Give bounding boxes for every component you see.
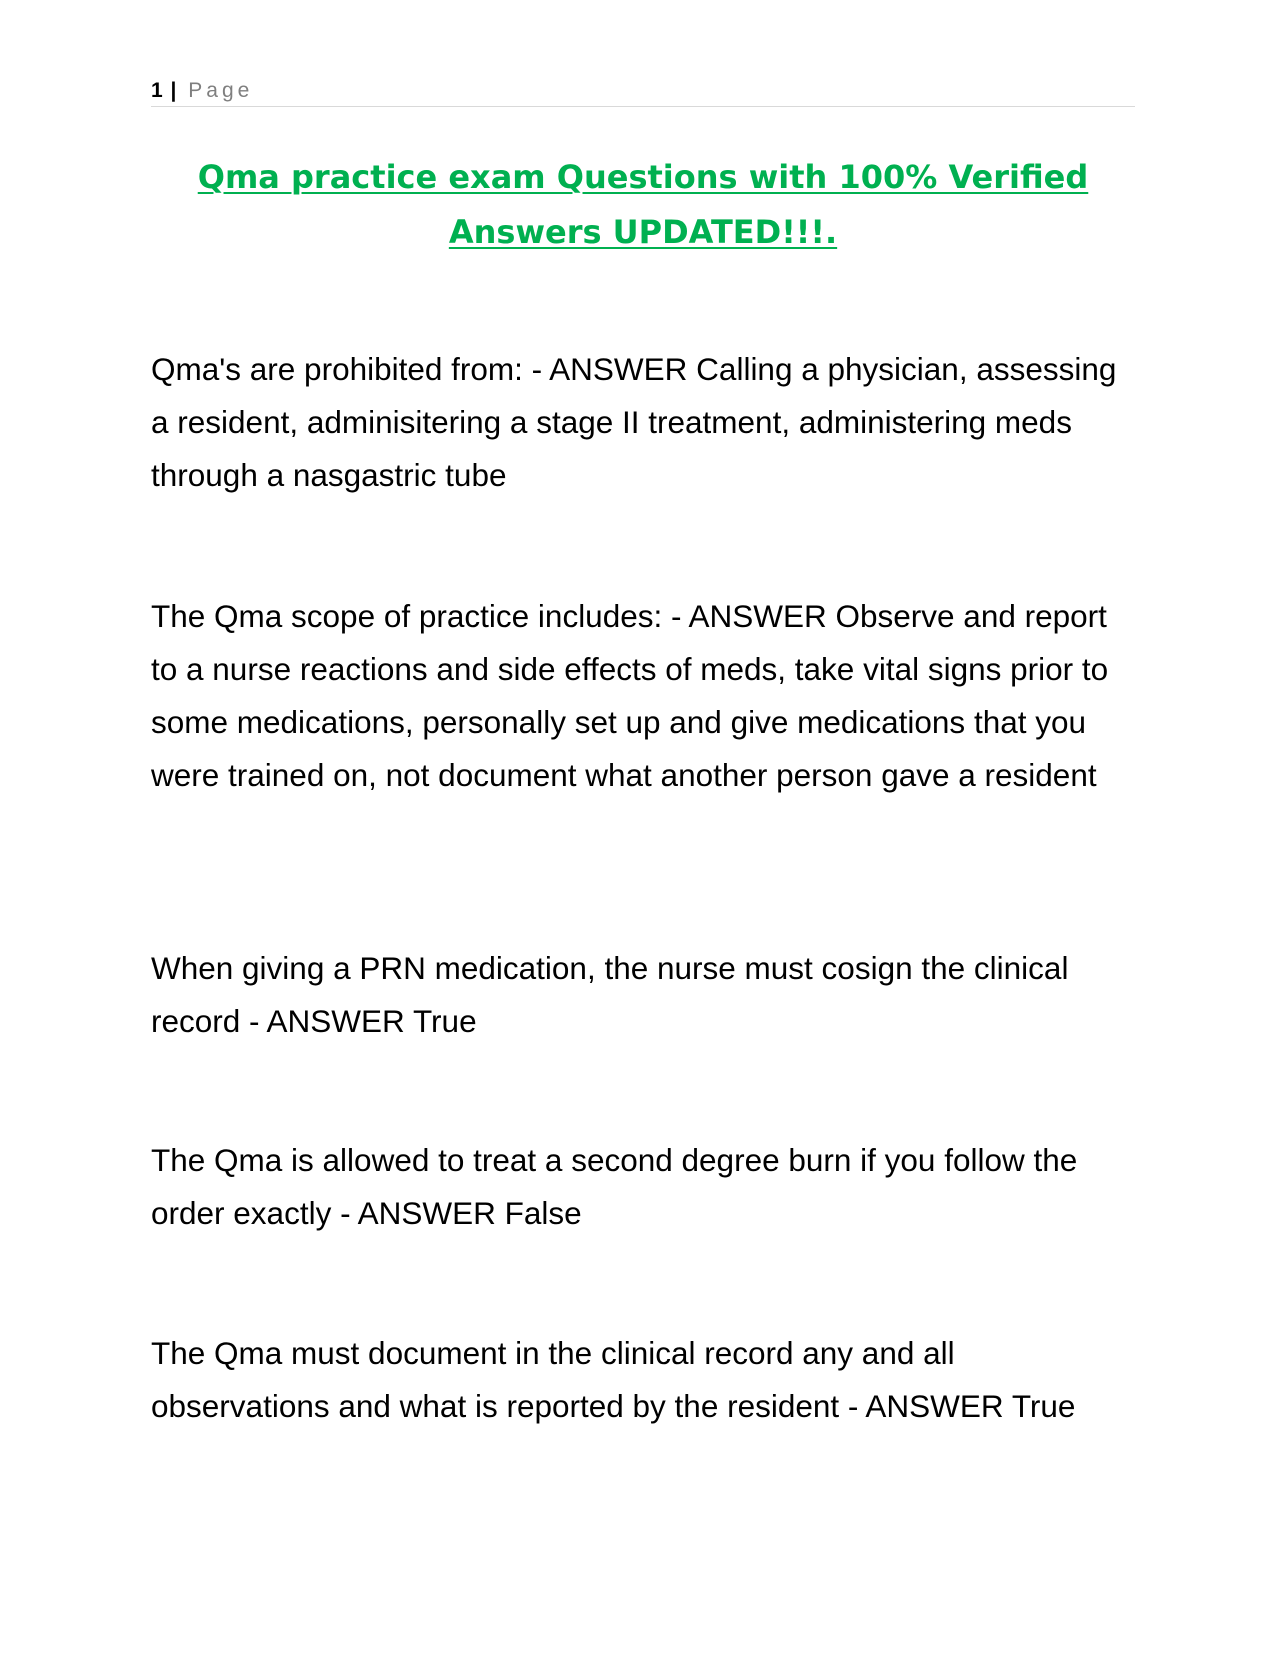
document-title: Qma practice exam Questions with 100% Verified Answers UPDATED!!!. — [197, 158, 1089, 251]
header-separator: | — [170, 79, 177, 102]
page-header — [151, 76, 1135, 107]
qa-item: When giving a PRN medication, the nurse must cosign the clinical record - ANSWER True — [151, 950, 1069, 1039]
qa-item: The Qma scope of practice includes: - ANSWER Observe and report to a nurse reactions and side effects of meds, take vital signs prior to some medications, personally set up and give medications that you were trained on, not document what another person gave a resident — [151, 598, 1109, 793]
qa-item: The Qma is allowed to treat a second degree burn if you follow the order exactly - ANSWER False — [151, 1142, 1078, 1231]
qa-item: Qma's are prohibited from: - ANSWER Calling a physician, assessing a resident, adminisitering a stage II treatment, administering meds through a nasgastric tube — [151, 351, 1117, 493]
page-number: 1 — [151, 79, 163, 102]
page-label: Page — [188, 79, 254, 102]
qa-item: The Qma must document in the clinical record any and all observations and what is reported by the resident - ANSWER True — [151, 1335, 1076, 1424]
